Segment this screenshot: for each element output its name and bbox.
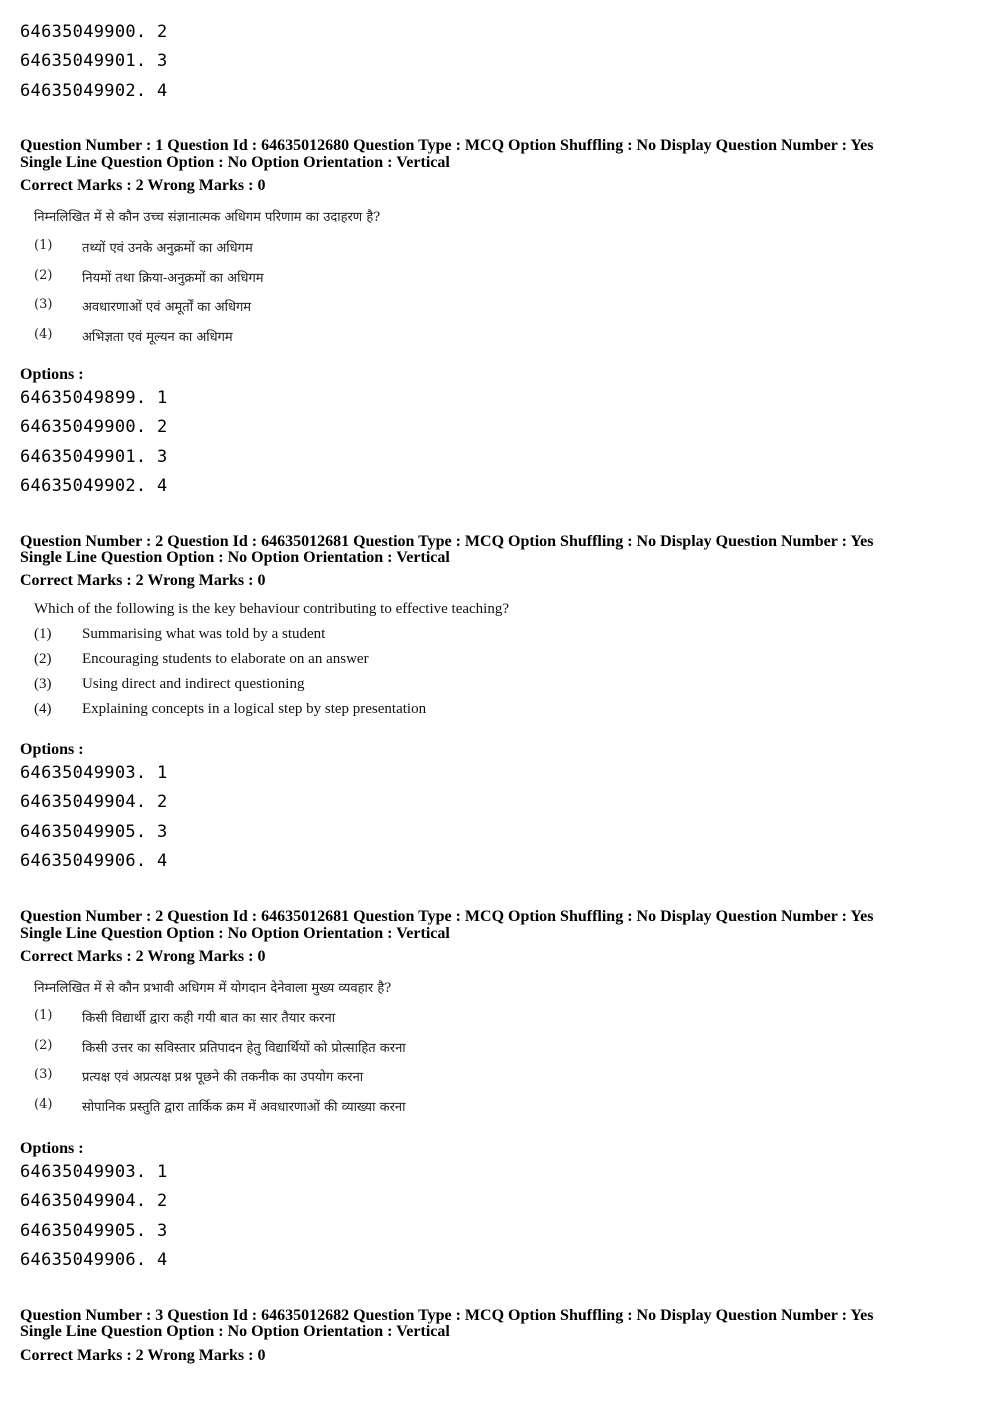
option-line: 64635049901. 3: [20, 51, 168, 71]
question-meta-line: Single Line Question Option : No Option Orientation : Vertical: [20, 1323, 450, 1340]
choice-number: (2): [34, 1038, 53, 1053]
choice-number: (2): [34, 268, 53, 283]
options-label: Options :: [20, 366, 84, 383]
option-line: 64635049905. 3: [20, 1221, 168, 1241]
choice-number: (4): [34, 1097, 53, 1112]
choice-text: तथ्यों एवं उनके अनुक्रमों का अधिगम: [82, 241, 253, 256]
question-text: निम्नलिखित में से कौन प्रभावी अधिगम में योगदान देनेवाला मुख्य व्यवहार है?: [34, 981, 392, 996]
option-line: 64635049904. 2: [20, 792, 168, 812]
choice-text: Using direct and indirect questioning: [82, 676, 305, 692]
answer-choice: [34, 327, 534, 345]
question-meta-line: Single Line Question Option : No Option Orientation : Vertical: [20, 154, 450, 171]
marks-line: Correct Marks : 2 Wrong Marks : 0: [20, 948, 266, 965]
options-label: Options :: [20, 741, 84, 758]
choice-text: नियमों तथा क्रिया-अनुक्रमों का अधिगम: [82, 271, 264, 286]
question-meta-line: Question Number : 2 Question Id : 64635012681 Question Type : MCQ Option Shuffling : No Display Question Number : Yes: [20, 908, 874, 925]
choice-text: अवधारणाओं एवं अमूर्तों का अधिगम: [82, 300, 252, 315]
question-text: निम्नलिखित में से कौन उच्च संज्ञानात्मक अधिगम परिणाम का उदाहरण है?: [34, 210, 381, 225]
answer-choice: [34, 238, 534, 256]
choice-text: किसी विद्यार्थी द्वारा कही गयी बात का सार तैयार करना: [82, 1011, 336, 1026]
choice-number: (4): [34, 701, 52, 717]
answer-choice: [34, 1067, 554, 1085]
option-line: 64635049904. 2: [20, 1191, 168, 1211]
choice-number: (4): [34, 327, 53, 342]
choice-number: (1): [34, 238, 53, 253]
option-line: 64635049906. 4: [20, 1250, 168, 1270]
choice-text: Summarising what was told by a student: [82, 626, 326, 642]
answer-choice: [34, 1008, 554, 1026]
choice-text: प्रत्यक्ष एवं अप्रत्यक्ष प्रश्न पूछने की तकनीक का उपयोग करना: [82, 1070, 364, 1085]
answer-choice: [34, 1097, 554, 1115]
answer-choice: [34, 701, 554, 719]
choice-number: (1): [34, 626, 52, 642]
marks-line: Correct Marks : 2 Wrong Marks : 0: [20, 1347, 266, 1364]
question-meta-line: Question Number : 1 Question Id : 64635012680 Question Type : MCQ Option Shuffling : No Display Question Number : Yes: [20, 137, 874, 154]
marks-line: Correct Marks : 2 Wrong Marks : 0: [20, 572, 266, 589]
answer-choice: [34, 676, 554, 694]
question-text: Which of the following is the key behaviour contributing to effective teaching?: [34, 601, 509, 617]
choice-text: सोपानिक प्रस्तुति द्वारा तार्किक क्रम में अवधारणाओं की व्याख्या करना: [82, 1100, 406, 1115]
marks-line: Correct Marks : 2 Wrong Marks : 0: [20, 177, 266, 194]
option-line: 64635049903. 1: [20, 1162, 168, 1182]
choice-number: (3): [34, 676, 52, 692]
choice-number: (3): [34, 1067, 53, 1082]
choice-text: Explaining concepts in a logical step by step presentation: [82, 701, 427, 717]
options-label: Options :: [20, 1140, 84, 1157]
question-meta-line: Question Number : 2 Question Id : 64635012681 Question Type : MCQ Option Shuffling : No Display Question Number : Yes: [20, 533, 874, 550]
answer-choice: [34, 626, 554, 644]
option-line: 64635049902. 4: [20, 476, 168, 496]
choice-text: अभिज्ञता एवं मूल्यन का अधिगम: [82, 330, 233, 345]
option-line: 64635049905. 3: [20, 822, 168, 842]
answer-choice: [34, 268, 534, 286]
answer-choice: [34, 651, 554, 669]
answer-choice: [34, 1038, 554, 1056]
option-line: 64635049900. 2: [20, 22, 168, 42]
choice-text: किसी उत्तर का सविस्तार प्रतिपादन हेतु विद्यार्थियों को प्रोत्साहित करना: [82, 1041, 406, 1056]
question-meta-line: Single Line Question Option : No Option Orientation : Vertical: [20, 549, 450, 566]
choice-number: (1): [34, 1008, 53, 1023]
option-line: 64635049900. 2: [20, 417, 168, 437]
choice-number: (3): [34, 297, 53, 312]
question-meta-line: Single Line Question Option : No Option Orientation : Vertical: [20, 925, 450, 942]
choice-text: Encouraging students to elaborate on an answer: [82, 651, 369, 667]
choice-number: (2): [34, 651, 52, 667]
answer-choice: [34, 297, 534, 315]
option-line: 64635049899. 1: [20, 388, 168, 408]
option-line: 64635049901. 3: [20, 447, 168, 467]
option-line: 64635049906. 4: [20, 851, 168, 871]
option-line: 64635049902. 4: [20, 81, 168, 101]
question-meta-line: Question Number : 3 Question Id : 64635012682 Question Type : MCQ Option Shuffling : No Display Question Number : Yes: [20, 1307, 874, 1324]
option-line: 64635049903. 1: [20, 763, 168, 783]
